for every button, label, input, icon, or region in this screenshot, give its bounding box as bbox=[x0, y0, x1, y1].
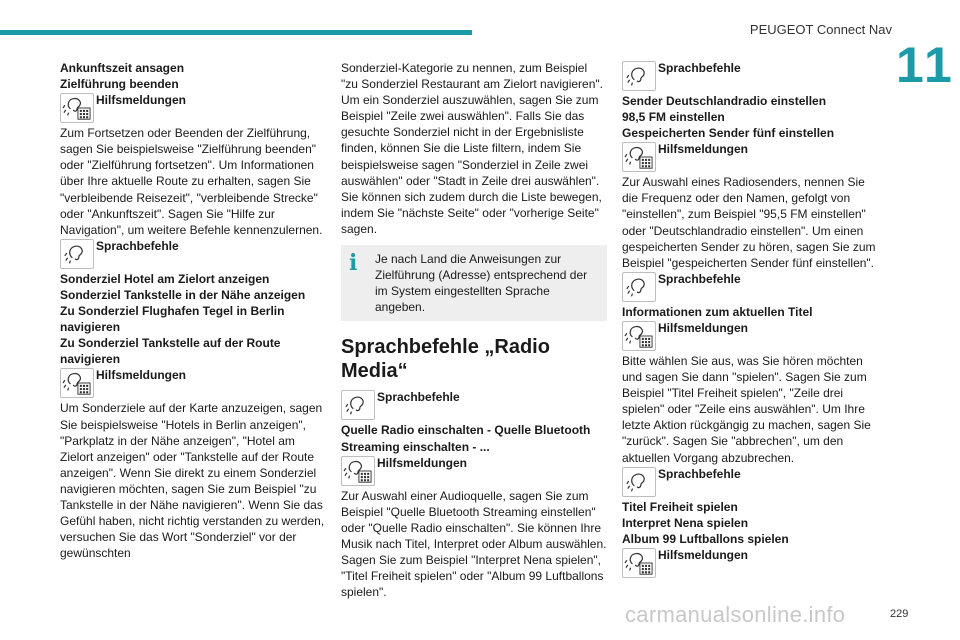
help-messages-icon bbox=[622, 548, 656, 578]
command-text: Zielführung beenden bbox=[60, 77, 179, 92]
help-messages-label: Hilfsmeldungen bbox=[658, 142, 749, 157]
command-text: 98,5 FM einstellen bbox=[622, 110, 725, 125]
help-messages-row bbox=[60, 92, 326, 123]
command-text: Quelle Radio einschalten - Quelle Bluetooth Streaming einschalten - ... bbox=[341, 423, 591, 454]
body-text: Um ein Sonderziel auszuwählen, sagen Sie zum Beispiel "Zeile zwei auswählen". Falls Sie das gesuchte Sonderziel nicht in der Ergebnisliste finden, können Sie die Liste filtern, indem Sie beispielsweise sagen "Sonderziel in Zeile zwei auswählen" oder "Stadt in Zeile drei auswählen". Sie können sich zudem durch die Liste bewegen, indem Sie "nächste Seite" oder "vorherige Seite" sagen. bbox=[341, 93, 602, 236]
voice-commands-label: Sprachbefehle bbox=[658, 61, 741, 75]
help-messages-icon bbox=[60, 93, 94, 123]
chapter-number: 11 bbox=[896, 37, 955, 93]
header-accent-bar bbox=[0, 30, 472, 35]
voice-commands-row bbox=[622, 271, 884, 302]
help-messages-label: Hilfsmeldungen bbox=[96, 368, 187, 383]
page-number: 229 bbox=[890, 608, 909, 620]
help-messages-label: Hilfsmeldungen bbox=[96, 93, 187, 108]
info-note bbox=[341, 245, 607, 321]
voice-command-icon bbox=[622, 467, 656, 497]
info-text: Je nach Land die Anweisungen zur Zielführung (Adresse) entsprechend der im System eingestellten Sprache angeben. bbox=[375, 252, 588, 315]
voice-commands-row bbox=[622, 466, 884, 497]
help-text: Zum Fortsetzen oder Beenden der Zielführung, sagen Sie beispielsweise "Zielführung beenden" oder "Zielführung fortsetzen". Um Informationen über Ihre aktuelle Route zu erhalten, sagen Sie "verbleibende Reisezeit", "verbleibende Strecke" oder "Ankunftszeit". Sagen Sie "Hilfe zur Navigation", um weitere Befehle kennenzulernen. bbox=[60, 126, 323, 237]
section-heading: Sprachbefehle „Radio Media“ bbox=[341, 336, 550, 383]
help-messages-row bbox=[60, 367, 326, 398]
voice-commands-label: Sprachbefehle bbox=[96, 238, 179, 253]
help-messages-icon bbox=[341, 456, 375, 486]
command-text: Interpret Nena spielen bbox=[622, 515, 749, 530]
column-left bbox=[60, 60, 326, 561]
help-messages-row bbox=[341, 455, 607, 486]
body-text: Sonderziel-Kategorie zu nennen, zum Beispiel "zu Sonderziel Restaurant am Zielort navigieren". bbox=[341, 61, 603, 92]
command-text: Sonderziel Hotel am Zielort anzeigen bbox=[60, 271, 270, 286]
help-messages-label: Hilfsmeldungen bbox=[377, 455, 468, 470]
voice-commands-row bbox=[60, 238, 326, 269]
help-messages-icon bbox=[622, 321, 656, 351]
command-text: Album 99 Luftballons spielen bbox=[622, 531, 789, 546]
info-icon: i bbox=[349, 250, 358, 277]
help-messages-row bbox=[622, 141, 884, 172]
command-text: Informationen zum aktuellen Titel bbox=[622, 304, 813, 319]
voice-command-icon bbox=[341, 390, 375, 420]
help-text: Um Sonderziele auf der Karte anzuzeigen, sagen Sie beispielsweise "Hotels in Berlin anzeigen", "Parkplatz in der Nähe anzeigen", "Hotel am Zielort anzeigen" oder "Tankstelle auf der Route anzeigen". Wenn Sie direkt zu einem Sonderziel navigieren möchten, sagen Sie zum Beispiel "zu Tankstelle in der Nähe navigieren". Wenn Sie das Gefühl haben, nicht richtig verstanden zu werden, versuchen Sie das Wort "Sonderziel" vor der gewünschten bbox=[60, 401, 325, 561]
command-text: Gespeicherten Sender fünf einstellen bbox=[622, 126, 835, 141]
command-text: Titel Freiheit spielen bbox=[622, 499, 738, 514]
voice-commands-row bbox=[622, 60, 884, 91]
help-messages-icon bbox=[622, 142, 656, 172]
voice-commands-label: Sprachbefehle bbox=[658, 271, 741, 286]
voice-commands-label: Sprachbefehle bbox=[658, 466, 741, 481]
help-messages-label: Hilfsmeldungen bbox=[658, 320, 749, 335]
command-text: Zu Sonderziel Flughafen Tegel in Berlin navigieren bbox=[60, 304, 285, 335]
voice-command-icon bbox=[60, 239, 94, 269]
command-text: Sender Deutschlandradio einstellen bbox=[622, 94, 827, 108]
command-text: Sonderziel Tankstelle in der Nähe anzeigen bbox=[60, 287, 306, 302]
watermark: carmanualsonline.info bbox=[625, 602, 846, 627]
help-messages-label: Hilfsmeldungen bbox=[658, 547, 749, 562]
manual-title: PEUGEOT Connect Nav bbox=[749, 22, 892, 37]
voice-command-icon bbox=[622, 272, 656, 302]
help-messages-icon bbox=[60, 368, 94, 398]
column-right bbox=[622, 60, 884, 578]
help-text: Zur Auswahl eines Radiosenders, nennen Sie die Frequenz oder den Namen, gefolgt von "einstellen", zum Beispiel "95,5 FM einstellen" oder "Deutschlandradio einstellen". Um einen gespeicherten Sender zu hören, sagen Sie zum Beispiel "gespeicherten Sender fünf einstellen". bbox=[622, 175, 876, 270]
command-text: Zu Sonderziel Tankstelle auf der Route navigieren bbox=[60, 336, 281, 367]
help-text: Bitte wählen Sie aus, was Sie hören möchten und sagen Sie dann "spielen". Sagen Sie zum Beispiel "Titel Freiheit spielen", "Zeile drei spielen" oder "Zeile eins auswählen". Um Ihre letzte Aktion rückgängig zu machen, sagen Sie "zurück". Sagen Sie "abbrechen", um den aktuellen Vorgang abzubrechen. bbox=[622, 353, 871, 465]
command-text: Ankunftszeit ansagen bbox=[60, 61, 185, 75]
column-middle bbox=[341, 60, 607, 600]
voice-command-icon bbox=[622, 61, 656, 91]
help-messages-row bbox=[622, 547, 884, 578]
voice-commands-row bbox=[341, 389, 607, 420]
voice-commands-label: Sprachbefehle bbox=[377, 390, 460, 405]
help-messages-row bbox=[622, 320, 884, 351]
help-text: Zur Auswahl einer Audioquelle, sagen Sie zum Beispiel "Quelle Bluetooth Streaming einstellen" oder "Quelle Radio einschalten". Sie können Ihre Musik nach Titel, Interpret oder Album auswählen. Sagen Sie zum Beispiel "Interpret Nena spielen", "Titel Freiheit spielen" oder "Album 99 Luftballons spielen". bbox=[341, 488, 607, 600]
